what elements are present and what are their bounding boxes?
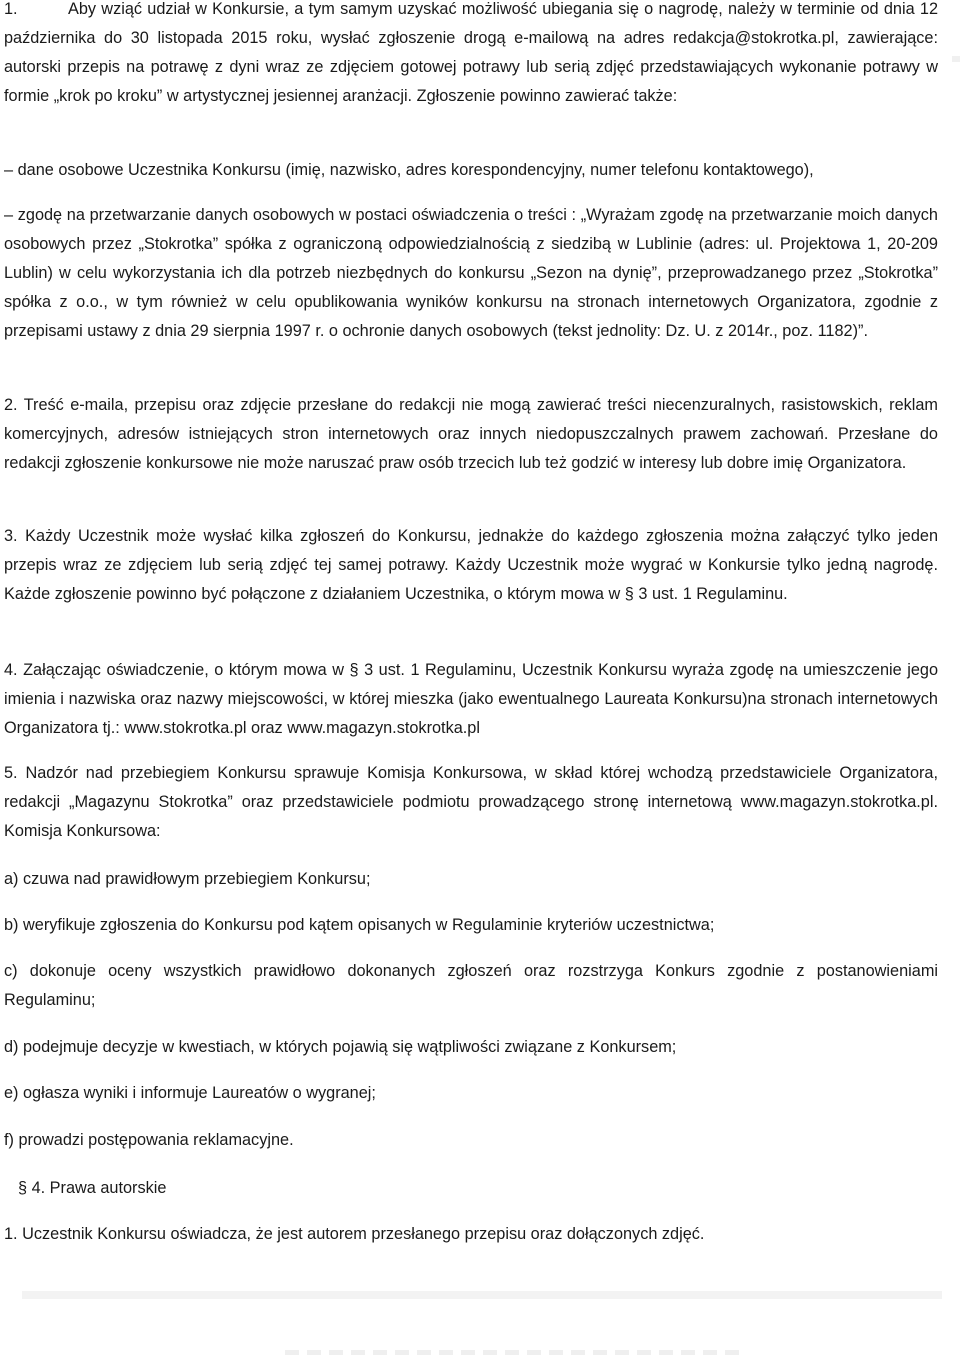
section-4-heading: § 4. Prawa autorskie <box>18 1179 167 1197</box>
commission-item-a: a) czuwa nad prawidłowym przebiegiem Konkursu; <box>4 870 371 888</box>
page-edge-mark <box>952 56 960 62</box>
commission-item-f: f) prowadzi postępowania reklamacyjne. <box>4 1131 294 1149</box>
paragraph-1-number: 1. <box>4 0 18 18</box>
footer-divider <box>22 1291 942 1299</box>
paragraph-1-last: Zgłoszenie powinno zawierać także: <box>416 87 678 105</box>
commission-item-d: d) podejmuje decyzje w kwestiach, w których pojawią się wątpliwości związane z Konkursem; <box>4 1038 677 1056</box>
paragraph-4: 4. Załączając oświadczenie, o którym mowa w § 3 ust. 1 Regulaminu, Uczestnik Konkursu wyraża zgodę na umieszczenie jego imienia i nazwiska oraz nazwy miejscowości, w której mieszka (jako ewentualnego Laureata Konkursu)na stronach internetowych Organizatora tj.: www.stokrotka.pl oraz www.magazyn.stokrotka.pl <box>4 661 938 737</box>
paragraph-2: 2. Treść e-maila, przepisu oraz zdjęcie przesłane do redakcji nie mogą zawierać treści niecenzuralnych, rasistowskich, reklam komercyjnych, adresów istniejących stron internetowych oraz innych niedopuszczalnych prawem zachowań. Przesłane do redakcji zgłoszenie konkursowe nie może naruszać praw osób trzecich lub też godzić w interesy lub dobre imię Organizatora. <box>4 396 938 472</box>
paragraph-5: 5. Nadzór nad przebiegiem Konkursu sprawuje Komisja Konkursowa, w skład której wchodzą przedstawiciele Organizatora, redakcji „Magazynu Stokrotka” oraz przedstawiciele podmiotu prowadzącego stronę internetową www.magazyn.stokrotka.pl. Komisja Konkursowa: <box>4 764 938 840</box>
footer-faint-text <box>285 1350 745 1355</box>
commission-item-e: e) ogłasza wyniki i informuje Laureatów o wygranej; <box>4 1084 376 1102</box>
section-4-paragraph-1: 1. Uczestnik Konkursu oświadcza, że jest autorem przesłanego przepisu oraz dołączonych zdjęć. <box>4 1225 705 1243</box>
commission-item-b: b) weryfikuje zgłoszenia do Konkursu pod kątem opisanych w Regulaminie kryteriów uczestnictwa; <box>4 916 715 934</box>
paragraph-3: 3. Każdy Uczestnik może wysłać kilka zgłoszeń do Konkursu, jednakże do każdego zgłoszenia można załączyć tylko jeden przepis wraz ze zdjęciem lub serią zdjęć tej samej potrawy. Każdy Uczestnik może wygrać w Konkursie tylko jedną nagrodę. Każde zgłoszenie powinno być połączone z działaniem Uczestnika, o którym mowa w § 3 ust. 1 Regulaminu. <box>4 527 938 603</box>
paragraph-1 <box>4 0 938 111</box>
dash-item-personal-data: – dane osobowe Uczestnika Konkursu (imię, nazwisko, adres korespondencyjny, numer telefonu kontaktowego), <box>4 161 814 179</box>
dash-item-consent: – zgodę na przetwarzanie danych osobowych w postaci oświadczenia o treści : „Wyrażam zgodę na przetwarzanie moich danych osobowych przez „Stokrotka” spółka z ograniczoną odpowiedzialnością z siedzibą w Lublinie (adres: ul. Projektowa 1, 20-209 Lublin) w celu wykorzystania ich dla potrzeb niezbędnych do konkursu „Sezon na dynię”, przeprowadzanego przez „Stokrotka” spółka z o.o., w tym również w celu opublikowania wyników konkursu na stronach internetowych Organizatora, zgodnie z przepisami ustawy z dnia 29 sierpnia 1997 r. o ochronie danych osobowych (tekst jednolity: Dz. U. z 2014r., poz. 1182)”. <box>4 206 938 340</box>
paragraph-1-text: Aby wziąć udział w Konkursie, a tym samym uzyskać możliwość ubiegania się o nagrodę, należy w terminie od dnia 12 października do 30 listopada 2015 roku, wysłać zgłoszenie drogą e-mailową na adres redakcja@stokrotka.pl, zawierające: autorski przepis na potrawę z dyni wraz ze zdjęciem gotowej potrawy lub serią zdjęć przedstawiających wykonanie potrawy w formie „krok po kroku” w artystycznej jesiennej aranżacji. <box>4 0 938 105</box>
commission-item-c: c) dokonuje oceny wszystkich prawidłowo dokonanych zgłoszeń oraz rozstrzyga Konkurs zgodnie z postanowieniami Regulaminu; <box>4 962 938 1009</box>
